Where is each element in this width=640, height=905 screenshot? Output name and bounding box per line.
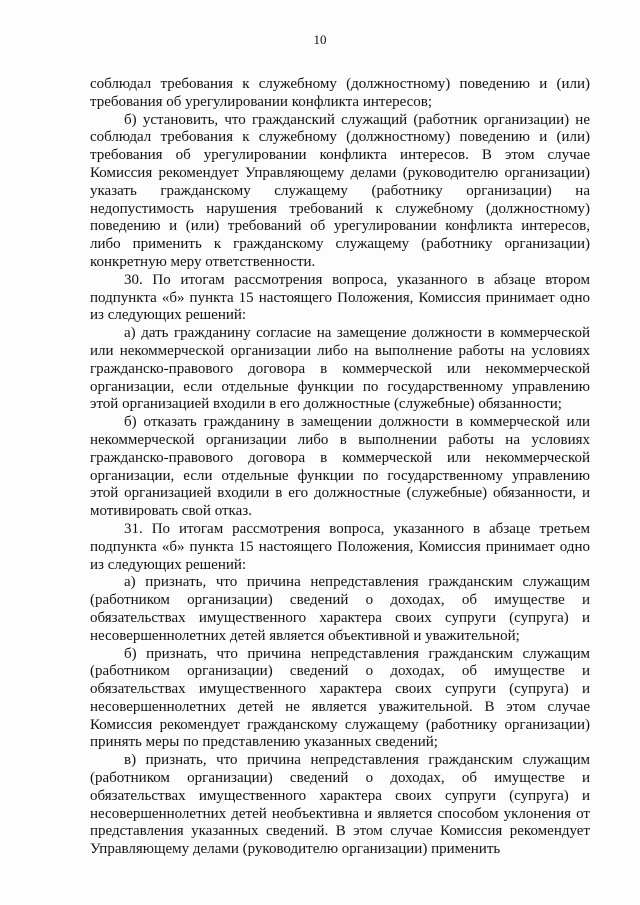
paragraph-30: 30. По итогам рассмотрения вопроса, указанного в абзаце втором подпункта «б» пункта 15 настоящего Положения, Комиссия принимает одно из следующих решений: xyxy=(90,271,590,324)
paragraph-29b: б) установить, что гражданский служащий (работник организации) не соблюдал требования к служебному (должностному) поведению и (или) требования об урегулировании конфликта интересов. В этом случае Комиссия рекомендует Управляющему делами (руководителю организации) указать гражданскому служащему (работнику организации) на недопустимость нарушения требований к служебному (должностному) поведению и (или) требований об урегулировании конфликта интересов, либо применить к гражданскому служащему (работнику организации) конкретную меру ответственности. xyxy=(90,111,590,270)
document-body xyxy=(90,76,590,859)
paragraph-continuation: соблюдал требования к служебному (должностному) поведению и (или) требования об урегулировании конфликта интересов; xyxy=(90,76,590,110)
paragraph-30b: б) отказать гражданину в замещении должности в коммерческой или некоммерческой организации либо в выполнении работы на условиях гражданско-правового договора в коммерческой или некоммерческой организации, если отдельные функции по государственному управлению этой организацией входили в его должностные (служебные) обязанности, и мотивировать свой отказ. xyxy=(90,414,590,520)
paragraph-30a: а) дать гражданину согласие на замещение должности в коммерческой или некоммерческой организации либо на выполнение работы на условиях гражданско-правового договора в коммерческой или некоммерческой организации, если отдельные функции по государственному управлению этой организацией входили в его должностные (служебные) обязанности; xyxy=(90,325,590,413)
paragraph-31: 31. По итогам рассмотрения вопроса, указанного в абзаце третьем подпункта «б» пункта 15 настоящего Положения, Комиссия принимает одно из следующих решений: xyxy=(90,520,590,573)
paragraph-31a: а) признать, что причина непредставления гражданским служащим (работником организации) сведений о доходах, об имуществе и обязательствах имущественного характера своих супруги (супруга) и несовершеннолетних детей является объективной и уважительной; xyxy=(90,574,590,644)
page-number: 10 xyxy=(313,32,327,47)
paragraph-31b: б) признать, что причина непредставления гражданским служащим (работником организации) сведений о доходах, об имуществе и обязательствах имущественного характера своих супруги (супруга) и несовершеннолетних детей не является уважительной. В этом случае Комиссия рекомендует гражданскому служащему (работнику организации) принять меры по представлению указанных сведений; xyxy=(90,645,590,751)
paragraph-31c: в) признать, что причина непредставления гражданским служащим (работником организации) сведений о доходах, об имуществе и обязательствах имущественного характера своих супруги (супруга) и несовершеннолетних детей необъективна и является способом уклонения от представления указанных сведений. В этом случае Комиссия рекомендует Управляющему делами (руководителю организации) применить xyxy=(90,752,590,858)
